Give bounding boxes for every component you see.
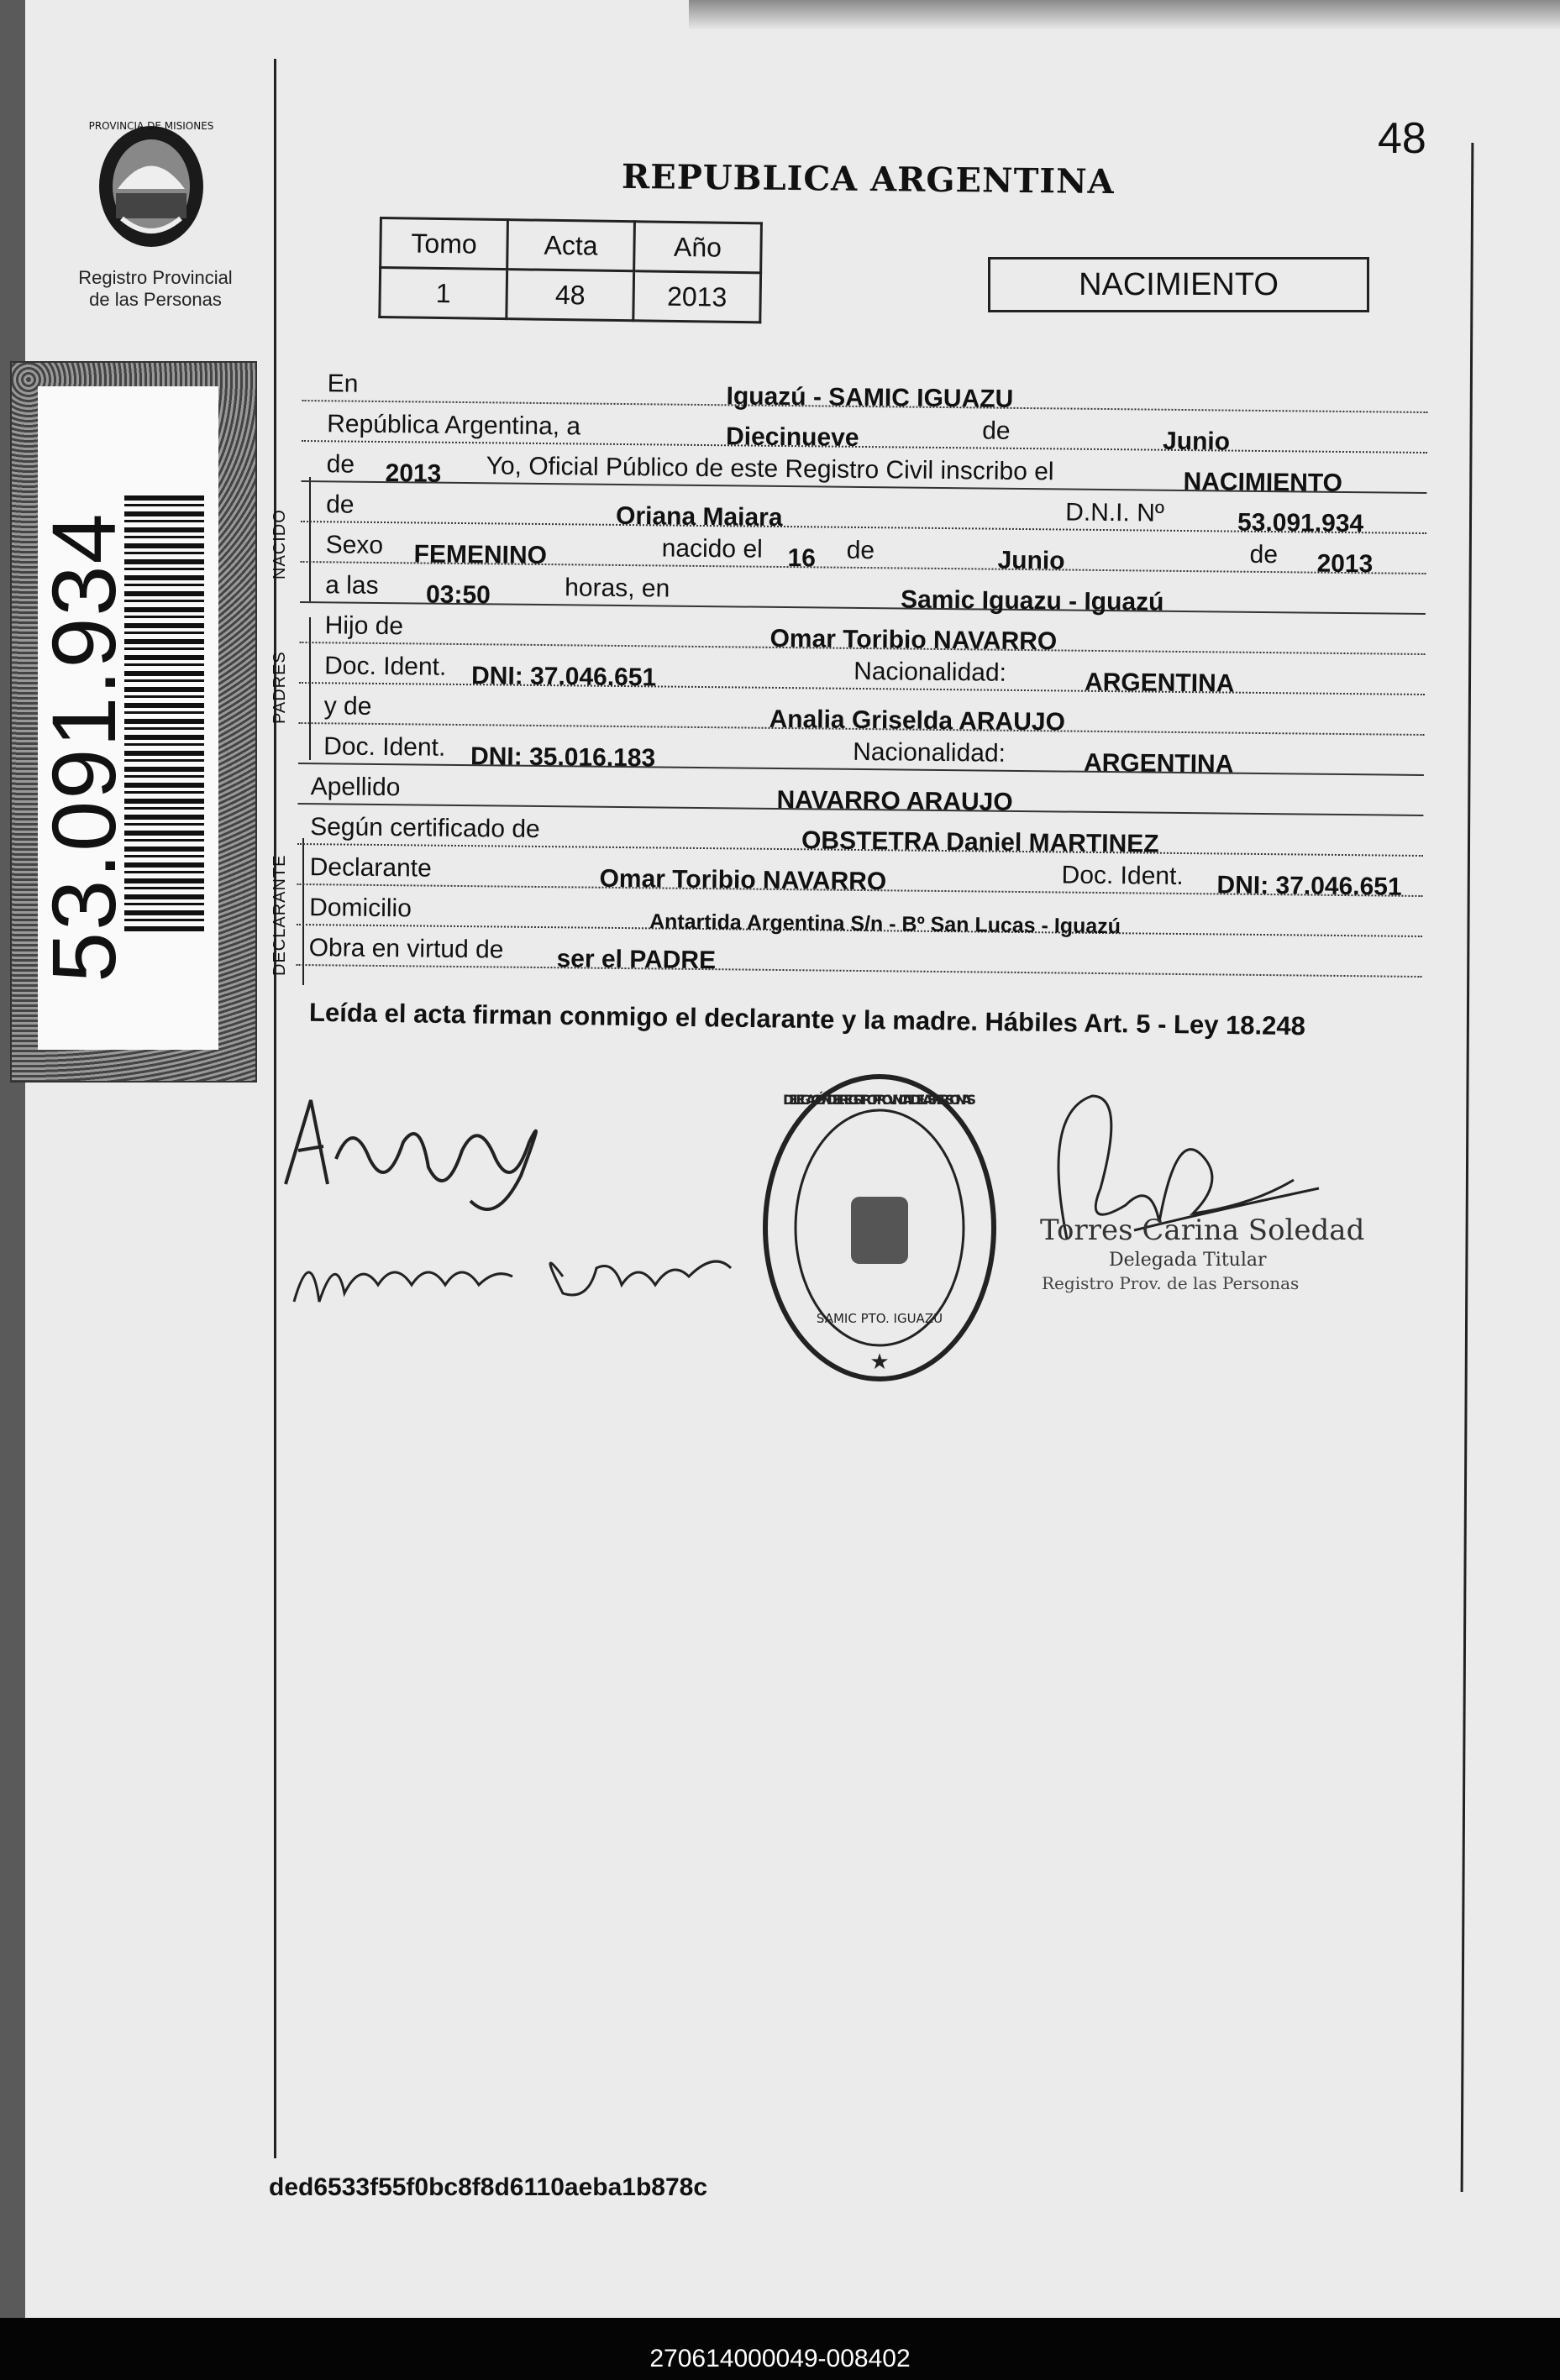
republica-label: República Argentina, a: [327, 410, 581, 441]
de2-label: de: [326, 450, 355, 479]
obra-value: ser el PADRE: [556, 945, 717, 975]
scan-top-shadow: [689, 0, 1560, 30]
barcode-icon: [124, 495, 204, 932]
anio-value: 2013: [385, 459, 442, 488]
logo-caption-line-2: de las Personas: [89, 289, 222, 310]
domicilio-label: Domicilio: [309, 894, 412, 923]
lugar-value: Samic Iguazu - Iguazú: [900, 585, 1164, 616]
record-type-box: NACIMIENTO: [988, 257, 1369, 312]
form-body: [296, 361, 1427, 978]
yo-text: Yo, Oficial Público de este Registro Civil inscribo el: [486, 452, 1054, 486]
tomo-header: Tomo: [381, 218, 508, 270]
certificado-value: OBSTETRA Daniel MARTINEZ: [801, 826, 1159, 858]
document-title: REPUBLICA ARGENTINA: [621, 156, 1115, 202]
section-label-padres: PADRES: [271, 651, 289, 724]
official-role: Delegada Titular: [1109, 1250, 1267, 1271]
en-label: En: [327, 370, 359, 398]
segun-label: Según certificado de: [310, 813, 540, 843]
en-value: Iguazú - SAMIC IGUAZU: [726, 382, 1014, 413]
registry-table: [378, 217, 763, 323]
footer-code: 270614000049-008402: [649, 2345, 911, 2372]
signature-navarro-text: Navarro Omar: [286, 1308, 339, 1317]
de-label: de: [982, 417, 1011, 445]
declarante-label: Declarante: [309, 853, 432, 883]
signature-araujo: [277, 1083, 588, 1235]
hijo-de-label: Hijo de: [324, 611, 404, 641]
signature-navarro: [286, 1226, 756, 1318]
signature-araujo-text: ARaujo: [277, 1224, 305, 1233]
obra-label: Obra en virtud de: [308, 934, 504, 964]
dni-value: 53.091.934: [1237, 508, 1364, 538]
scan-left-edge: [0, 0, 25, 2318]
seal-inner-text: SAMIC PTO. IGUAZU: [816, 1311, 943, 1326]
decl-doc-label: Doc. Ident.: [1061, 861, 1184, 891]
anio-header: Año: [634, 222, 762, 273]
sexo-value: FEMENINO: [413, 540, 548, 570]
apellido-label: Apellido: [310, 773, 401, 802]
madre-value: Analia Griselda ARAUJO: [769, 705, 1066, 737]
de5-label: de: [1249, 540, 1279, 569]
logo-caption-line-1: Registro Provincial: [78, 267, 233, 288]
footer-bar: [0, 2318, 1560, 2380]
barcode-number: 53.091.934: [33, 511, 134, 983]
section-label-declarante: DECLARANTE: [271, 854, 289, 976]
document-hash: ded6533f55f0bc8f8d6110aeba1b878c: [269, 2173, 708, 2201]
mes-value: Junio: [1162, 427, 1231, 456]
dni-label: D.N.I. Nº: [1064, 498, 1164, 527]
seal-star-icon: ★: [869, 1350, 890, 1375]
decl-doc-value: DNI: 37.046.651: [1216, 871, 1402, 901]
madre-doc-label: Doc. Ident.: [323, 732, 446, 762]
misiones-coat-of-arms-logo: [84, 109, 218, 260]
dia-value: Diecinueve: [725, 422, 859, 452]
page-number: 48: [1378, 114, 1426, 163]
anio-value: 2013: [633, 271, 761, 322]
horas-en-label: horas, en: [565, 574, 670, 603]
declarante-value: Omar Toribio NAVARRO: [599, 864, 887, 896]
madre-doc-value: DNI: 35.016.183: [470, 742, 656, 773]
padre-nac-value: ARGENTINA: [1084, 668, 1235, 698]
padre-doc-label: Doc. Ident.: [324, 652, 447, 681]
padre-value: Omar Toribio NAVARRO: [769, 624, 1058, 656]
section-label-nacido: NACIDO: [271, 509, 289, 579]
acta-value: 48: [507, 270, 634, 321]
domicilio-value: Antartida Argentina S/n - Bº San Lucas - Iguazú: [649, 910, 1121, 939]
de4-label: de: [846, 536, 875, 565]
nac-anio-value: 2013: [1316, 549, 1374, 579]
nac-dia-value: 16: [787, 544, 817, 573]
madre-nac-value: ARGENTINA: [1083, 748, 1234, 778]
madre-nacionalidad-label: Nacionalidad:: [852, 737, 1006, 768]
registry-seal-stamp: [760, 1071, 1000, 1386]
tomo-value: 1: [380, 268, 507, 319]
inscribo-value: NACIMIENTO: [1183, 467, 1343, 497]
acta-header: Acta: [507, 220, 635, 271]
a-las-label: a las: [325, 571, 379, 600]
padre-doc-value: DNI: 37.046.651: [470, 662, 657, 692]
closing-statement: Leída el acta firman conmigo el declarante y la madre. Hábiles Art. 5 - Ley 18.248: [308, 997, 1306, 1041]
official-registry: Registro Prov. de las Personas: [1042, 1273, 1300, 1293]
y-de-label: y de: [323, 692, 372, 721]
de3-label: de: [326, 490, 355, 519]
official-name: Torres Carina Soledad: [1040, 1214, 1365, 1247]
hora-value: 03:50: [425, 580, 491, 610]
nac-mes-value: Junio: [997, 546, 1065, 575]
seal-outer-text: DELEGACIÓN DEL REGISTRO PROVINCIAL DE LAS PERSONAS: [783, 1092, 976, 1108]
nombre-value: Oriana Maiara: [615, 501, 783, 532]
apellido-value: NAVARRO ARAUJO: [776, 785, 1013, 816]
logo-text: PROVINCIA DE MISIONES: [88, 120, 214, 132]
logo-caption: [63, 267, 248, 311]
sexo-label: Sexo: [325, 531, 384, 560]
padre-nacionalidad-label: Nacionalidad:: [853, 657, 1007, 687]
left-margin-line: [274, 59, 276, 2158]
nacido-el-label: nacido el: [661, 534, 763, 564]
